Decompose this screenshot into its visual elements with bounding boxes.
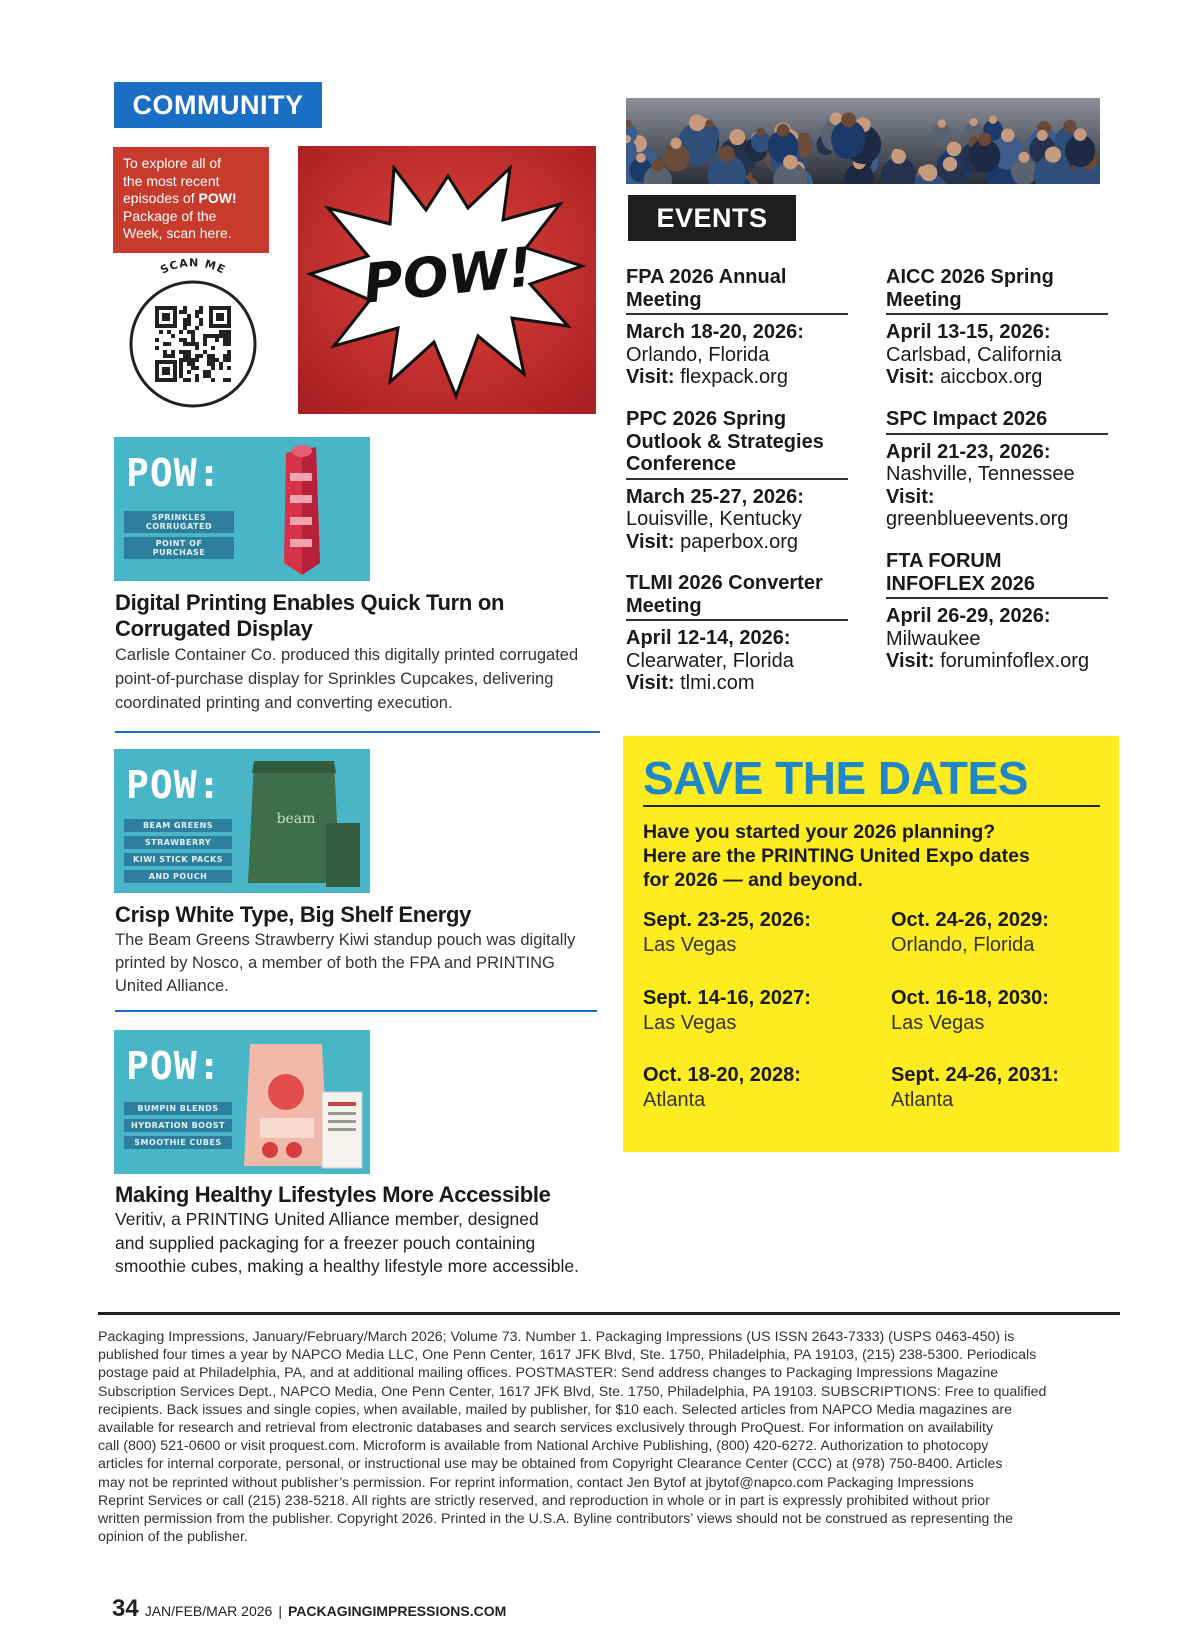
footer-rule <box>98 1312 1120 1315</box>
event-visit: Visit: paperbox.org <box>626 530 798 553</box>
qr-code-icon <box>122 258 264 408</box>
event-date: April 12-14, 2026: <box>626 627 791 649</box>
save-the-dates-title: SAVE THE DATES <box>643 752 1028 804</box>
save-the-dates-rule <box>643 805 1100 807</box>
story-body: Carlisle Container Co. produced this digitally printed corrugated point-of-purchase display for Sprinkles Cupcakes, delivering coordinated printing and converting execution. <box>115 646 579 712</box>
event-date: March 18-20, 2026: <box>626 321 804 343</box>
pouch-product-icon <box>238 753 366 891</box>
pow-tag: BUMPIN BLENDS <box>124 1102 232 1115</box>
event-title: PPC 2026 Spring Outlook & Strategies Conference <box>626 408 848 480</box>
story-divider <box>115 1010 597 1012</box>
scan-line: Week, scan here. <box>123 225 232 241</box>
event-place: Milwaukee <box>886 627 981 650</box>
expo-date: Sept. 23-25, 2026: Las Vegas <box>643 909 811 956</box>
pow-tag: AND POUCH <box>124 870 232 883</box>
event-url-link[interactable]: flexpack.org <box>680 366 788 388</box>
event-url-link[interactable]: paperbox.org <box>680 530 798 553</box>
event-title: AICC 2026 Spring Meeting <box>886 266 1108 315</box>
story-thumbnail <box>114 749 370 893</box>
expo-date: Oct. 18-20, 2028: Atlanta <box>643 1064 801 1111</box>
pow-burst-graphic <box>298 146 596 414</box>
story-title: Making Healthy Lifestyles More Accessible <box>115 1182 551 1207</box>
scan-line: the most recent <box>123 172 220 189</box>
event-date: April 26-29, 2026: <box>886 605 1051 627</box>
pow-burst-text: POW! <box>360 235 536 316</box>
event-date: April 21-23, 2026: <box>886 440 1051 463</box>
story-thumbnail <box>114 1030 370 1174</box>
event-item <box>626 408 848 553</box>
display-stand-icon <box>272 443 332 579</box>
story-divider <box>115 731 600 733</box>
qr-code[interactable] <box>122 258 264 408</box>
expo-date: Sept. 24-26, 2031: Atlanta <box>891 1064 1059 1111</box>
event-url-link[interactable]: aiccbox.org <box>940 366 1043 388</box>
legal-notice: Packaging Impressions, January/February/March 2026; Volume 73. Number 1. Packaging Impressions (US ISSN 2643-7333) (USPS 0463-450) is published four times a year by NAPCO Media LLC, One Penn Center, 1617 JFK Blvd, Ste. 1750, Philadelphia, PA 19103, (215) 238-5300. Periodicals postage paid at Philadelphia, PA, and at additional mailing offices. POSTMASTER: Send address changes to Packaging Impressions Magazine Subscription Services Dept., NAPCO Media, One Penn Center, 1617 JFK Blvd, Ste. 1750, Philadelphia, PA 19103. SUBSCRIPTIONS: Free to qualified recipients. Back issues and single copies, when available, mailed by publisher, for $10 each. Selected articles from NAPCO Media magazines are available for research and retrieval from electronic databases and search services exclusively through ProQuest. For information on availability call (800) 521-0600 or visit proquest.com. Microform is available from National Archive Publishing, (800) 420-6272. Authorization to photocopy articles for internal corporate, personal, or instructional use may be obtained from Copyright Clearance Center (CCC) at (978) 750-8400. Articles may not be reprinted without publisher’s permission. For reprint information, contact Jen Bytof at jbytof@napco.com Packaging Impressions Reprint Services or call (215) 238-5218. All rights are strictly reserved, and reproduction in whole or in part is expressly prohibited without prior written permission from the publisher. Copyright 2026. Printed in the U.S.A. Byline contributors’ views should not be construed as representing the opinion of the publisher. <box>98 1329 1047 1546</box>
event-item <box>626 572 848 695</box>
event-title: FTA FORUM INFOFLEX 2026 <box>886 550 1108 599</box>
event-visit: Visit: aiccbox.org <box>886 366 1043 388</box>
scan-callout <box>113 147 269 253</box>
pow-tag: SMOOTHIE CUBES <box>124 1136 232 1149</box>
page-number: 34 <box>112 1595 139 1622</box>
community-badge: COMMUNITY <box>114 82 322 128</box>
expo-date: Sept. 14-16, 2027: Las Vegas <box>643 987 811 1034</box>
scan-line: Package of the <box>123 207 217 224</box>
story-body: The Beam Greens Strawberry Kiwi standup pouch was digitally printed by Nosco, a member of both the FPA and PRINTING United Alliance. <box>115 931 576 995</box>
scan-line: episodes of POW! <box>123 190 237 206</box>
event-visit: Visit: foruminfoflex.org <box>886 650 1090 672</box>
expo-date: Oct. 16-18, 2030: Las Vegas <box>891 987 1049 1034</box>
pow-tag: HYDRATION BOOST <box>124 1119 232 1132</box>
event-visit: Visit: flexpack.org <box>626 366 788 388</box>
event-item <box>886 550 1108 673</box>
event-url-link[interactable]: foruminfoflex.org <box>940 650 1090 672</box>
event-date: April 13-15, 2026: <box>886 321 1051 343</box>
event-title: FPA 2026 Annual Meeting <box>626 266 848 315</box>
qr-label: SCAN ME <box>158 258 228 277</box>
svg-text:SCAN ME <box>158 258 228 277</box>
pow-thumb-word: POW: <box>126 451 222 495</box>
events-crowd-photo <box>626 98 1100 184</box>
smoothie-pouch-icon <box>240 1038 366 1172</box>
event-item <box>626 266 848 389</box>
event-visit: Visit: tlmi.com <box>626 672 755 694</box>
save-the-dates-intro: Have you started your 2026 planning? Here are the PRINTING United Expo dates for 2026 — and beyond. <box>643 821 1030 891</box>
save-the-dates-box <box>623 736 1119 1152</box>
svg-text:beam: beam <box>276 811 316 827</box>
pow-thumb-word: POW: <box>126 763 222 807</box>
scan-line: To explore all of <box>123 155 222 171</box>
events-badge: EVENTS <box>628 195 796 241</box>
issue-date: JAN/FEB/MAR 2026 <box>144 1603 273 1619</box>
event-place: Louisville, Kentucky <box>626 508 802 530</box>
event-item <box>886 266 1108 389</box>
event-title: TLMI 2026 Converter Meeting <box>626 572 848 621</box>
pow-tag: STRAWBERRY <box>124 836 232 849</box>
pow-tag: POINT OF PURCHASE <box>124 537 234 559</box>
event-item <box>886 408 1108 531</box>
event-place: Clearwater, Florida <box>626 649 794 672</box>
event-place: Nashville, Tennessee <box>886 463 1075 485</box>
event-place: Carlsbad, California <box>886 343 1062 366</box>
event-date: March 25-27, 2026: <box>626 485 804 508</box>
event-title: SPC Impact 2026 <box>886 408 1108 435</box>
event-url-link[interactable]: greenblueevents.org <box>886 508 1069 530</box>
story-title: Crisp White Type, Big Shelf Energy <box>115 902 472 927</box>
story-body: Veritiv, a PRINTING United Alliance member, designed and supplied packaging for a freezer pouch containing smoothie cubes, making a healthy lifestyle more accessible. <box>115 1209 579 1276</box>
pow-tag: KIWI STICK PACKS <box>124 853 232 866</box>
folio-separator: | <box>278 1603 282 1619</box>
expo-date: Oct. 24-26, 2029: Orlando, Florida <box>891 909 1049 956</box>
pow-thumb-word: POW: <box>126 1044 222 1088</box>
event-visit: Visit: greenblueevents.org <box>886 485 1069 530</box>
story-title: Digital Printing Enables Quick Turn on Corrugated Display <box>115 590 505 641</box>
website-link[interactable]: PACKAGINGIMPRESSIONS.COM <box>287 1603 507 1619</box>
pow-tag: BEAM GREENS <box>124 819 232 832</box>
page-folio <box>112 1595 506 1623</box>
event-url-link[interactable]: tlmi.com <box>680 672 755 694</box>
pow-tag: SPRINKLES CORRUGATED <box>124 511 234 533</box>
event-place: Orlando, Florida <box>626 343 770 366</box>
story-thumbnail <box>114 437 370 581</box>
